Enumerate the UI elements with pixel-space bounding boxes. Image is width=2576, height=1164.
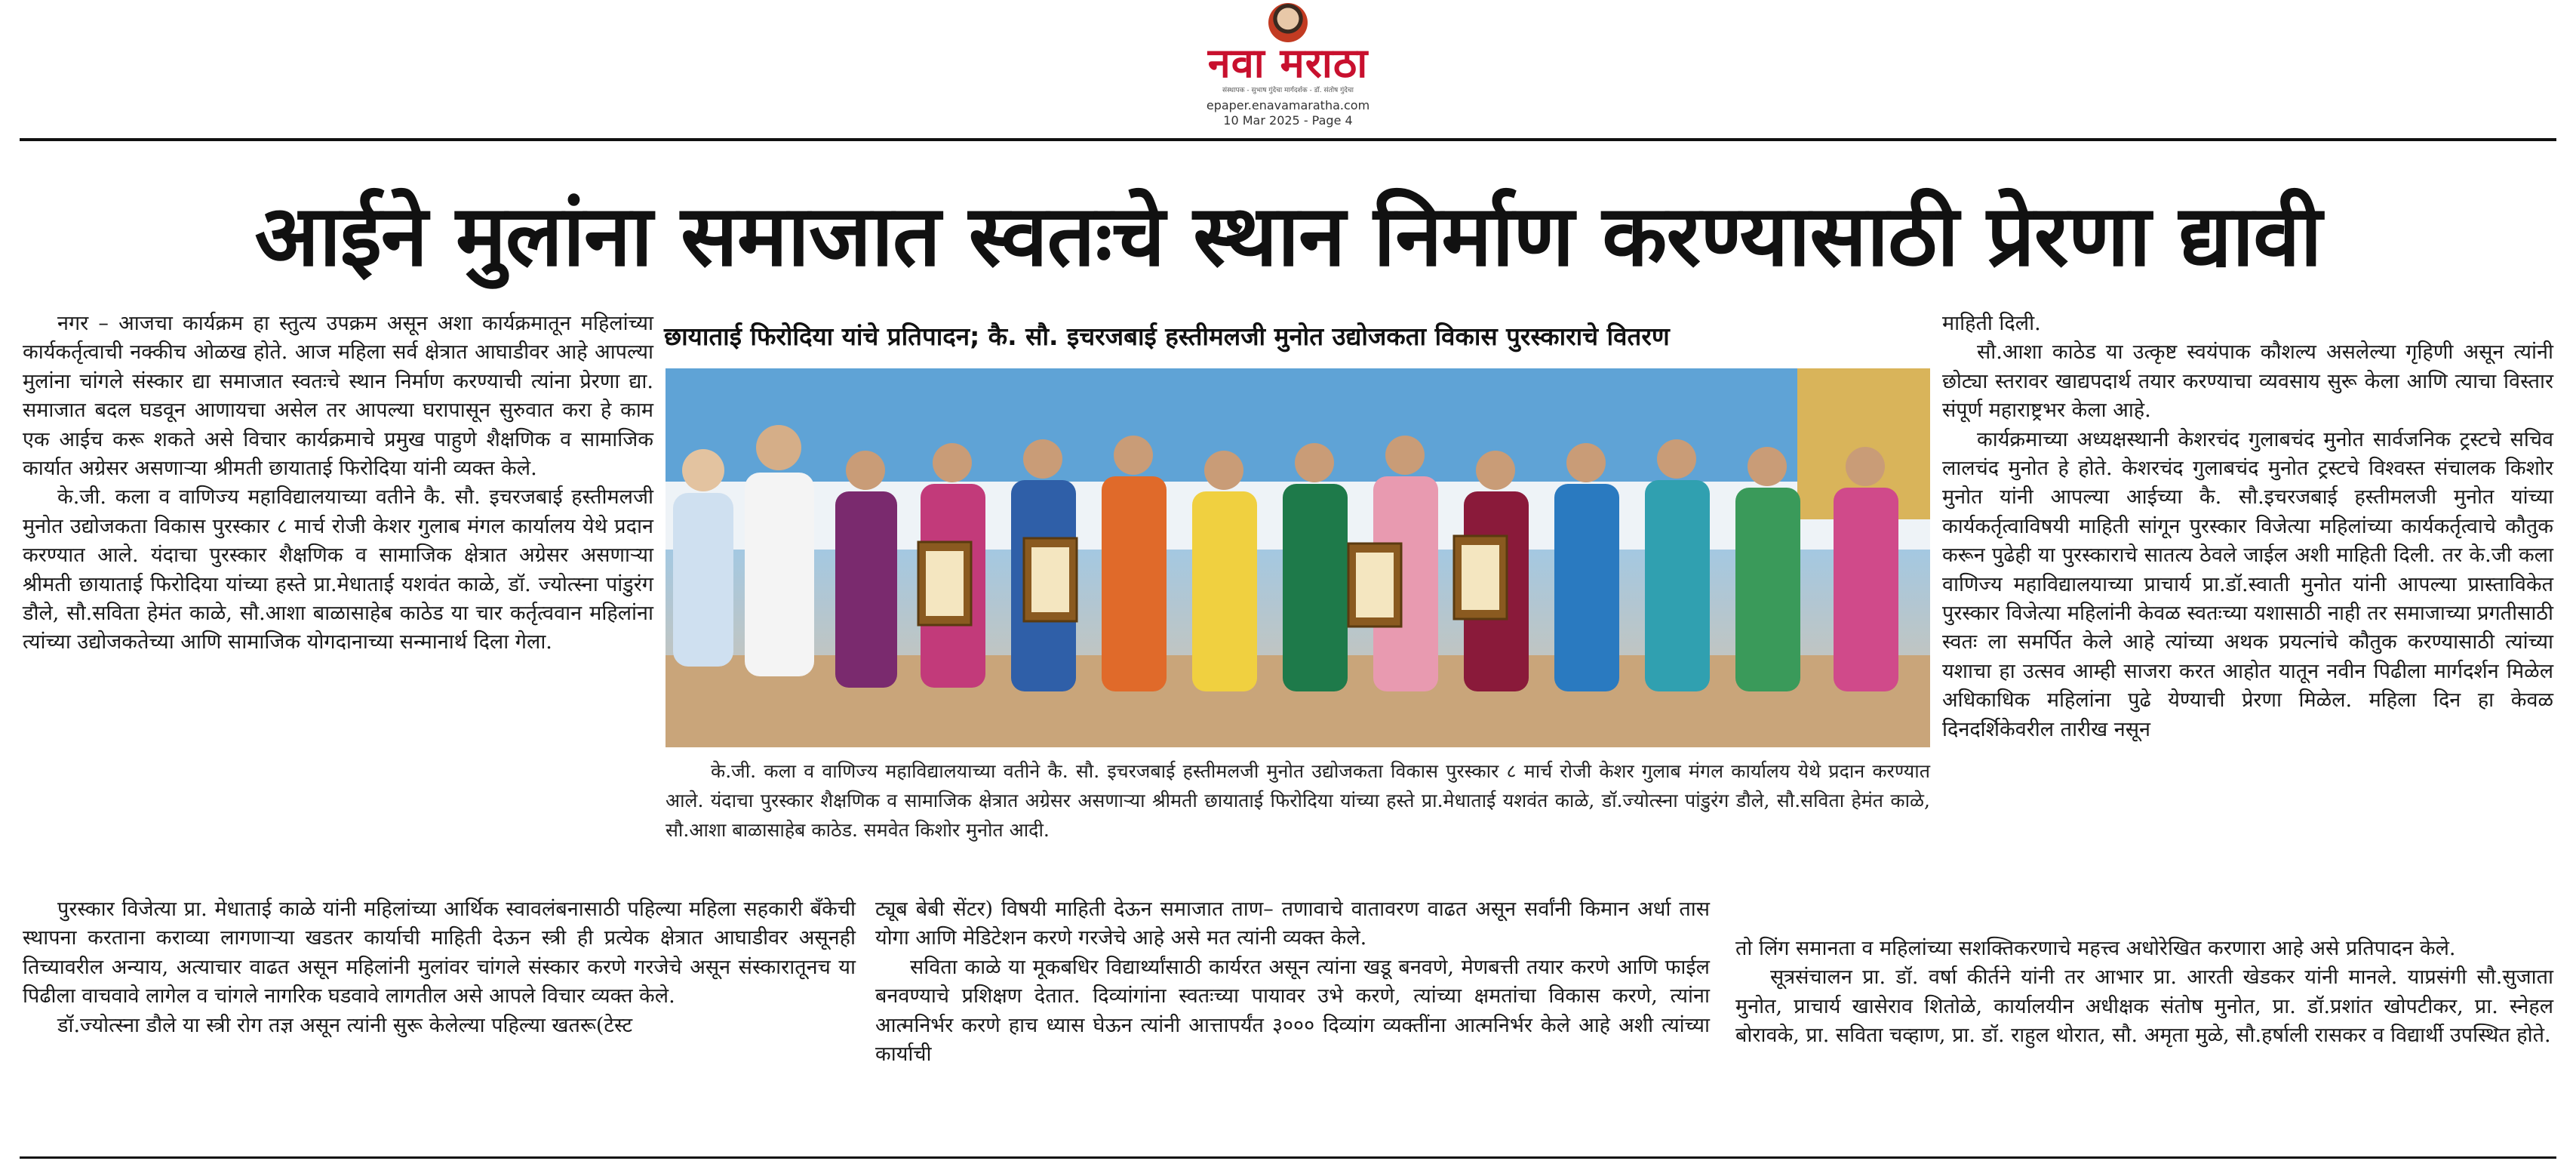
paragraph: सौ.आशा काठेड या उत्कृष्ट स्वयंपाक कौशल्य असलेल्या गृहिणी असून त्यांनी छोट्या स्तरावर खाद्यपदार्थ तयार करण्याचा व्यवसाय सुरू केला आणि त्याचा विस्तार संपूर्ण महाराष्ट्रभर केला आहे.: [1942, 340, 2553, 423]
subheadline: छायाताई फिरोदिया यांचे प्रतिपादन; कै. सौ. इचरजबाई हस्तीमलजी मुनोत उद्योजकता विकास पुरस्काराचे वितरण: [664, 322, 1670, 351]
founder-portrait-icon: [1268, 3, 1308, 42]
logo-tagline: संस्थापक - सुभाष गुंदेचा मार्गदर्शक - डॉ. संतोष गुंदेचा: [1222, 87, 1354, 94]
paragraph: तो लिंग समानता व महिलांच्या सशक्तिकरणाचे महत्त्व अधोरेखित करणारा आहे असे प्रतिपादन केले.: [1735, 937, 2456, 960]
paragraph: ट्यूब बेबी सेंटर) विषयी माहिती देऊन समाजात ताण– तणावाचे वातावरण वाढत असून सर्वांनी किमान अर्धा तास योगा आणि मेडिटेशन करणे गरजेचे आहे असे मत त्यांनी व्यक्त केले.: [875, 898, 1710, 950]
paragraph: के.जी. कला व वाणिज्य महाविद्यालयाच्या वतीने कै. सौ. इचरजबाई हस्तीमलजी मुनोत उद्योजकता विकास पुरस्कार ८ मार्च रोजी केशर गुलाब मंगल कार्यालय येथे प्रदान करण्यात आले. यंदाचा पुरस्कार शैक्षणिक व सामाजिक क्षेत्रात अग्रेसर असणाऱ्या श्रीमती छायाताई फिरोदिया यांच्या हस्ते प्रा.मेधाताई यशवंत काळे, डॉ. ज्योत्स्ना पांडुरंग डौले, सौ.सविता हेमंत काळे, सौ.आशा बाळासाहेब काठेड या चार कर्तृत्ववान महिलांना त्यांच्या उद्योजकतेच्या आणि सामाजिक योगदानाच्या सन्मानार्थ दिला गेला.: [23, 485, 653, 654]
epaper-url: epaper.enavamaratha.com: [1206, 98, 1370, 112]
top-rule: [20, 138, 2556, 141]
headline: आईने मुलांना समाजात स्वतःचे स्थान निर्माण करण्यासाठी प्रेरणा द्यावी: [254, 187, 2322, 285]
paragraph: माहिती दिली.: [1942, 312, 2041, 335]
paragraph: सूत्रसंचालन प्रा. डॉ. वर्षा कीर्तने यांनी तर आभार प्रा. आरती खेडकर यांनी मानले. याप्रसंगी सौ.सुजाता मुनोत, प्राचार्य खासेराव शितोळे, कार्यालयीन अधीक्षक संतोष मुनोत, प्रा. डॉ.प्रशांत खोपटीकर, प्रा. स्नेहल बोरावके, प्रा. सविता चव्हाण, प्रा. डॉ. राहुल थोरात, सौ. अमृता मुळे, सौ.हर्षाली रासकर व विद्यार्थी उपस्थित होते.: [1735, 965, 2553, 1048]
edition-date-page: 10 Mar 2025 - Page 4: [1223, 113, 1353, 128]
article-column-bottom-left: [23, 895, 856, 1040]
paragraph: पुरस्कार विजेत्या प्रा. मेधाताई काळे यांनी महिलांच्या आर्थिक स्वावलंबनासाठी पहिल्या महिला सहकारी बँकेची स्थापना करताना कराव्या लागणाऱ्या खडतर कार्याची माहिती देऊन स्त्री ही प्रत्येक क्षेत्रात आघाडीवर असूनही तिच्यावरील अन्याय, अत्याचार वाढत असून महिलांनी मुलांवर चांगले संस्कार करणे गरजेचे असून संस्कारातूनच या पिढीला वाचवावे लागेल व चांगले नागरिक घडवावे लागतील असे आपले विचार व्यक्त केले.: [23, 898, 856, 1008]
paragraph: कार्यक्रमाच्या अध्यक्षस्थानी केशरचंद गुलाबचंद मुनोत सार्वजनिक ट्रस्टचे सचिव लालचंद मुनोत हे होते. केशरचंद गुलाबचंद मुनोत ट्रस्टचे विश्वस्त संचालक किशोर मुनोत यांनी आपल्या आईच्या कै. सौ.इचरजबाई हस्तीमलजी मुनोत यांच्या कार्यकर्तृत्वाविषयी माहिती सांगून पुरस्कार विजेत्या महिलांच्या कार्यकर्तृत्वाचे कौतुक करून पुढेही या पुरस्काराचे सातत्य ठेवले जाईल अशी माहिती दिली. तर के.जी कला वाणिज्य महाविद्यालयाच्या प्राचार्य प्रा.डॉ.स्वाती मुनोत यांनी आपल्या प्रास्ताविकेत पुरस्कार विजेत्या महिलांनी केवळ स्वतःच्या यशासाठी नाही तर समाजाच्या प्रगतीसाठी स्वतः ला समर्पित केले आहे त्यांच्या अथक प्रयत्नांचे कौतुक करण्यासाठी त्यांच्या यशाचा हा उत्सव आम्ही साजरा करत आहोत यातून नवीन पिढीला मार्गदर्शन मिळेल अधिकाधिक महिलांना पुढे येण्याची प्रेरणा मिळेल. महिला दिन हा केवळ दिनदर्शिकेवरील तारीख नसून: [1942, 427, 2553, 741]
masthead: [1147, 0, 1429, 128]
article-column-bottom-middle: [875, 895, 1710, 1069]
paragraph: सविता काळे या मूकबधिर विद्यार्थ्यांसाठी कार्यरत असून त्यांना खडू बनवणे, मेणबत्ती तयार करणे आणि फाईल बनवण्याचे प्रशिक्षण देतात. दिव्यांगांना स्वतःच्या पायावर उभे करणे, त्यांच्या क्षमतांचा विकास करणे, त्यांना आत्मनिर्भर करणे हाच ध्यास घेऊन त्यांनी आत्तापर्यंत ३००० दिव्यांग व्यक्तींना आत्मनिर्भर केले आहे अशी त्यांच्या कार्याची: [875, 955, 1710, 1067]
caption-text: के.जी. कला व वाणिज्य महाविद्यालयाच्या वतीने कै. सौ. इचरजबाई हस्तीमलजी मुनोत उद्योजकता विकास पुरस्कार ८ मार्च रोजी केशर गुलाब मंगल कार्यालय येथे प्रदान करण्यात आले. यंदाचा पुरस्कार शैक्षणिक व सामाजिक क्षेत्रात अग्रेसर असणाऱ्या श्रीमती छायाताई फिरोदिया यांच्या हस्ते प्रा.मेधाताई यशवंत काळे, डॉ.ज्योत्स्ना पांडुरंग डौले, सौ.सविता हेमंत काळे, सौ.आशा बाळासाहेब काठेड. समवेत किशोर मुनोत आदी.: [666, 760, 1930, 841]
article-column-right: [1942, 309, 2553, 744]
article-column-left: [23, 309, 653, 657]
photo-caption: [666, 756, 1930, 845]
article-column-bottom-right: [1735, 935, 2553, 1051]
paragraph: नगर – आजचा कार्यक्रम हा स्तुत्य उपक्रम असून अशा कार्यक्रमातून महिलांच्या कार्यकर्तृत्वाची नक्कीच ओळख होते. आज महिला सर्व क्षेत्रात आघाडीवर आहे आपल्या मुलांना चांगले संस्कार द्या समाजात स्वतःचे स्थान निर्माण करण्याची त्यांना प्रेरणा द्या. समाजात बदल घडवून आणायचा असेल तर आपल्या घरापासून सुरुवात करा हे काम एक आईच करू शकते असे विचार कार्यक्रमाचे प्रमुख पाहुणे शैक्षणिक व सामाजिक कार्यात अग्रेसर असणाऱ्या श्रीमती छायाताई फिरोदिया यांनी व्यक्त केले.: [23, 312, 653, 481]
paragraph: डॉ.ज्योत्स्ना डौले या स्त्री रोग तज्ञ असून त्यांनी सुरू केलेल्या पहिल्या खतरू(टेस्ट: [57, 1013, 633, 1037]
bottom-rule: [20, 1156, 2556, 1159]
newspaper-logo: नवा मराठा: [1207, 38, 1369, 87]
event-photo: [666, 368, 1930, 747]
